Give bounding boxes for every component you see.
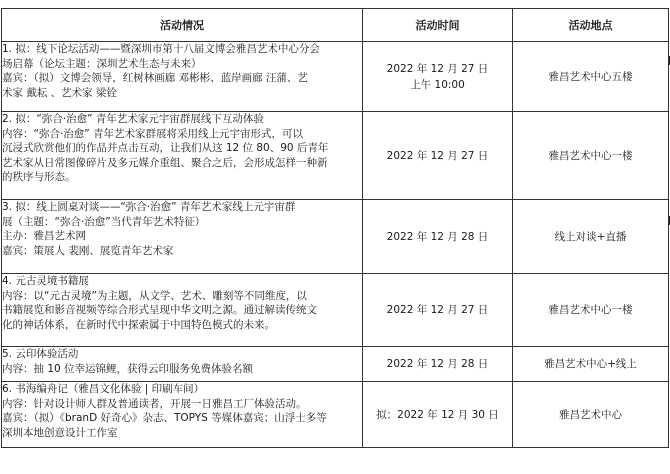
location-cell: 雅昌艺术中心+线上 (513, 347, 669, 382)
header-location: 活动地点 (513, 9, 669, 42)
activity-line: 内容：“弥合·治愈” 青年艺术家群展将采用线上元宇宙形式，可以 (2, 127, 304, 140)
activity-line: 3. 拟：线上圆桌对谈——“弥合·治愈” 青年艺术家线上元宇宙群 (2, 201, 296, 213)
activity-line: 嘉宾：（拟）文博会领导，红树林画廊 邓彬彬、蓝岸画廊 汪蒲、艺 (2, 72, 308, 85)
activity-line: 1. 拟：线下论坛活动——暨深圳市第十八届文博会雅昌艺术中心分会 (2, 43, 320, 55)
location-cell: 雅昌艺术中心一楼 (513, 274, 669, 347)
activity-cell (2, 42, 363, 112)
event-schedule-table (1, 8, 669, 448)
activity-line: 内容：以“元古灵境”为主题，从文学、艺术、雕刻等不同维度，以 (2, 289, 307, 302)
activity-line: 展（主题：“弥合·治愈”当代青年艺术特征） (2, 215, 206, 228)
table-row (2, 42, 669, 112)
table-row (2, 382, 669, 448)
activity-line: 5. 云印体验活动 (2, 348, 79, 360)
activity-cell (2, 274, 363, 347)
table-row (2, 347, 669, 382)
activity-line: 术家 戴耘 、艺术家 梁铨 (2, 86, 118, 99)
header-activity: 活动情况 (2, 9, 363, 42)
activity-cell (2, 382, 363, 448)
time-line: 2022 年 12 月 27 日 (386, 149, 489, 162)
time-line: 上午 10:00 (410, 78, 465, 91)
activity-line: 书籍展览和影音视频等综合形式呈现中华文明之源。通过解读传统文 (2, 304, 317, 317)
time-cell (363, 112, 513, 200)
table-row (2, 112, 669, 200)
activity-line: 6. 书海编舟记（雅昌文化体验 | 印刷车间） (2, 383, 205, 395)
time-cell (363, 347, 513, 382)
table-row (2, 200, 669, 274)
activity-cell (2, 112, 363, 200)
time-cell (363, 42, 513, 112)
activity-line: 嘉宾：（拟）《branD 好奇心》杂志、TOPYS 等媒体嘉宾；山浮士多等 (2, 412, 327, 425)
activity-line: 嘉宾：策展人 裴刚、展览青年艺术家 (2, 244, 174, 257)
activity-cell (2, 200, 363, 274)
activity-line: 内容：针对设计师人群及普通读者，开展一日雅昌工厂体验活动。 (2, 397, 307, 410)
location-cell: 雅昌艺术中心五楼 (513, 42, 669, 112)
time-line: 2022 年 12 月 28 日 (386, 230, 489, 243)
time-cell (363, 274, 513, 347)
activity-line: 沉浸式欣赏他们的作品并点击互动，让我们从这 12 位 80、90 后青年 (2, 142, 329, 155)
location-cell: 线上对谈+直播 (513, 200, 669, 274)
table-row (2, 274, 669, 347)
activity-line: 场启幕（论坛主题：深圳艺术生态与未来） (2, 57, 202, 70)
header-time: 活动时间 (363, 9, 513, 42)
time-line: 拟：2022 年 12 月 30 日 (376, 408, 499, 421)
activity-line: 艺术家从日常图像碎片及多元媒介重组、聚合之后，会形成怎样一种新 (2, 156, 328, 169)
location-cell: 雅昌艺术中心 (513, 382, 669, 448)
activity-line: 化的神话体系，在新时代中探索属于中国特色模式的未来。 (2, 318, 275, 331)
time-cell (363, 382, 513, 448)
activity-line: 4. 元古灵境书籍展 (2, 275, 89, 287)
location-cell: 雅昌艺术中心一楼 (513, 112, 669, 200)
activity-cell (2, 347, 363, 382)
activity-line: 主办：雅昌艺术网 (2, 230, 86, 243)
activity-line: 内容：抽 10 位幸运锦鲤，获得云印服务免费体验名额 (2, 362, 254, 375)
activity-line: 深圳本地创意设计工作室 (2, 426, 118, 439)
time-line: 2022 年 12 月 27 日 (386, 62, 489, 75)
activity-line: 的秩序与形态。 (2, 171, 76, 184)
time-line: 2022 年 12 月 28 日 (386, 358, 489, 370)
time-cell (363, 200, 513, 274)
header-row (2, 9, 669, 42)
activity-line: 2. 拟：“弥合·治愈” 青年艺术家元宇宙群展线下互动体验 (2, 113, 264, 125)
time-line: 2022 年 12 月 27 日 (386, 304, 489, 316)
